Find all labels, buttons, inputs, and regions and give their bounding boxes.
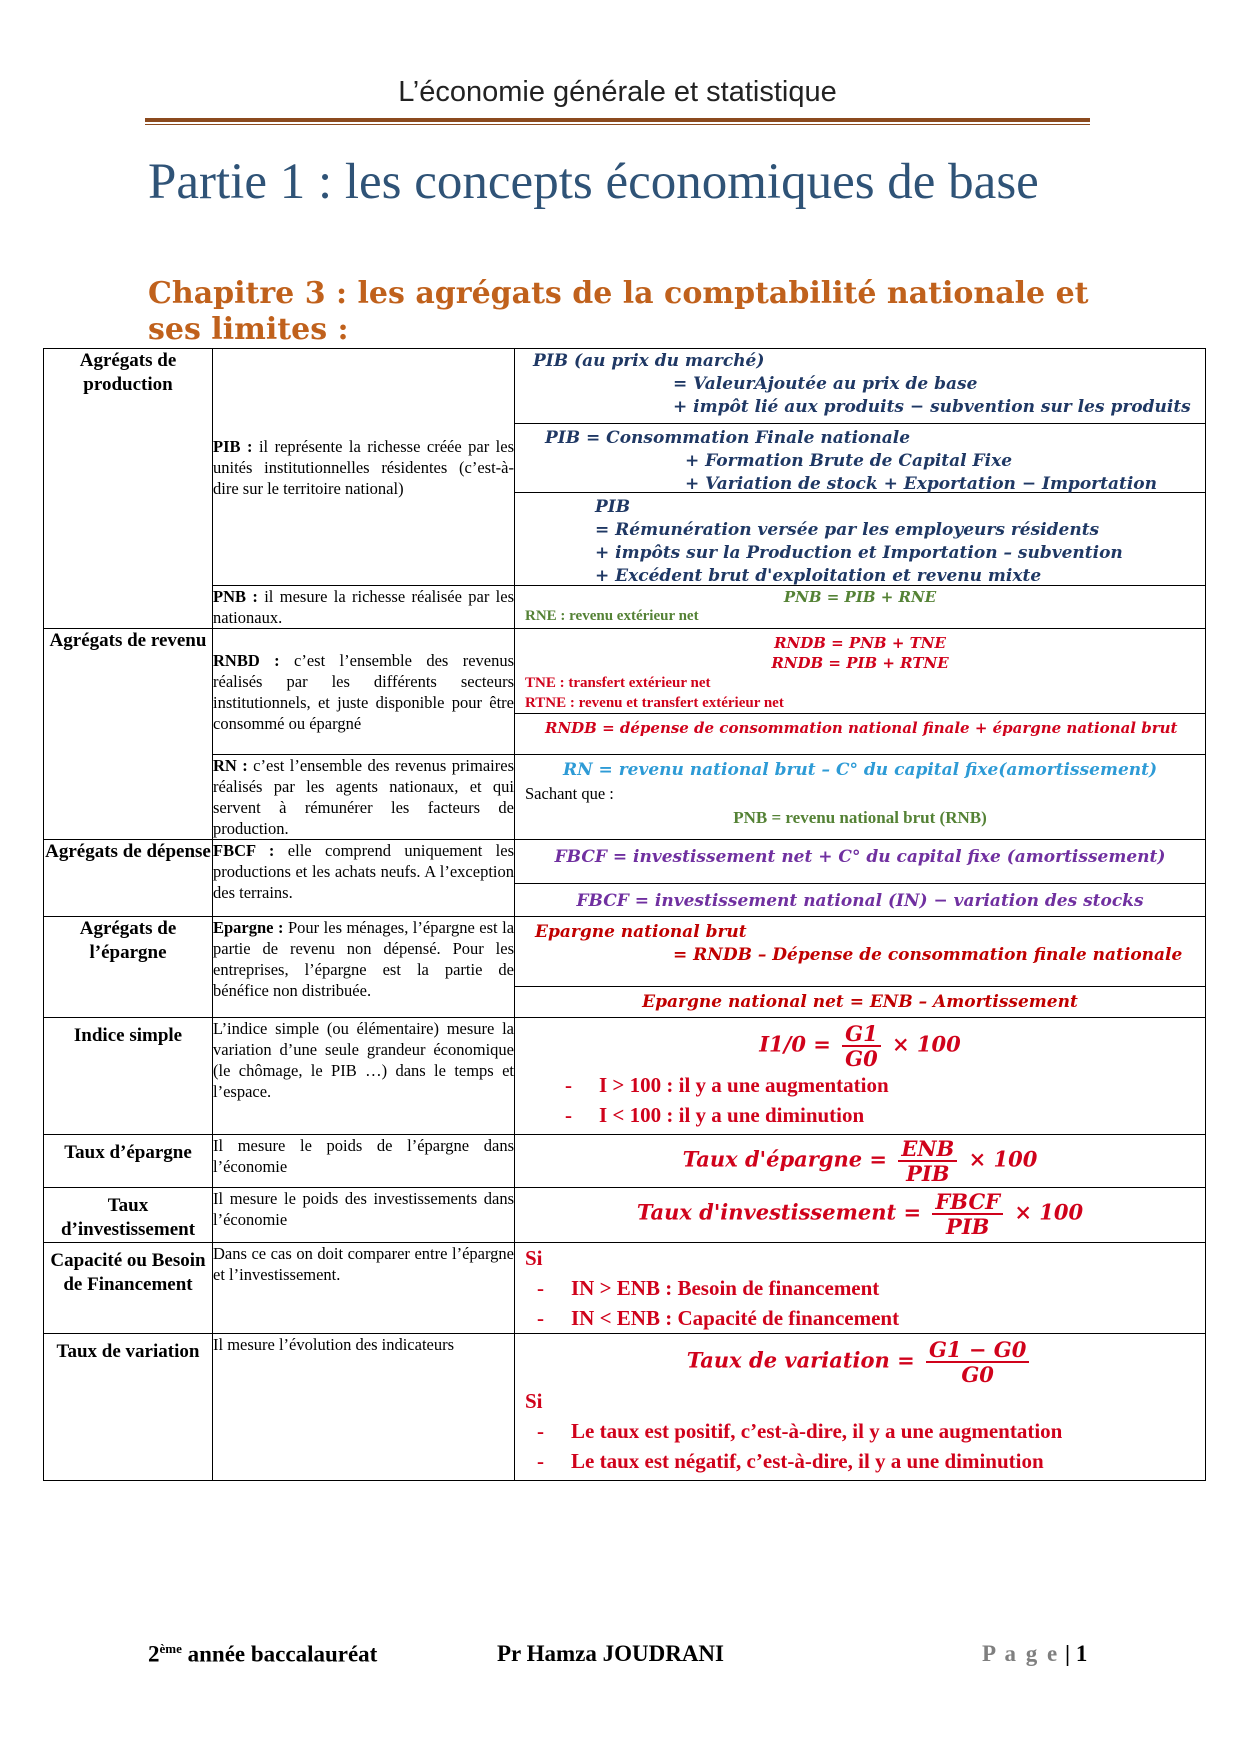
list-item: - IN < ENB : Capacité de financement	[537, 1306, 900, 1330]
si-label: Si	[525, 1246, 543, 1270]
taux-epargne-formula: Taux d'épargne = $\frac{\text{ENB}}{\text{PIB}}$ × 100	[515, 1135, 1206, 1188]
chapter-title: Chapitre 3 : les agrégats de la comptabilité nationale et ses limites :	[148, 276, 1089, 347]
rtne-note: RTNE : revenu et transfert extérieur net	[525, 695, 784, 711]
table-row	[44, 755, 1206, 840]
footer-author: Pr Hamza JOUDRANI	[497, 1641, 724, 1666]
indice-equation: I1/0 = $\frac{G1}{G0}$ × 100	[759, 1021, 961, 1071]
indice-formula	[515, 1018, 1206, 1135]
pib-formula-3: PIB = Rémunération versée par les employeurs résidents + impôts sur la Production et Importation – subvention + Excédent brut d'exploitation et revenu mixte	[595, 497, 1123, 586]
variation-rules	[515, 1334, 1206, 1481]
pib-formula-2: PIB = Consommation Finale nationale + Formation Brute de Capital Fixe + Variation de stock + Exportation − Importation	[515, 424, 1205, 493]
epargne-formula-2: Epargne national net = ENB – Amortissement	[642, 992, 1078, 1012]
category-taux-investissement: Taux d’investissement	[44, 1188, 213, 1243]
variation-equation: Taux de variation = $\frac{G1 - G0}{G0}$	[525, 1338, 1195, 1386]
pib-def: il représente la richesse créée par les unités institutionnelles résidentes (c’est-à-dire sur le territoire national)	[213, 436, 515, 498]
fbcf-formula-2: FBCF = investissement national (IN) − variation des stocks	[576, 891, 1144, 911]
fraction: $\frac{G1 - G0}{G0}$	[926, 1338, 1029, 1386]
header-rule-thin	[145, 124, 1090, 125]
fbcf-definition: FBCF : elle comprend uniquement les productions et les achats neufs. A l’exception des terrains.	[213, 840, 515, 917]
fbcf-term: FBCF :	[213, 841, 275, 860]
sachant-que: Sachant que :	[525, 784, 614, 803]
category-depense: Agrégats de dépense	[44, 840, 213, 917]
tne-note: TNE : transfert extérieur net	[525, 675, 711, 691]
list-item: - Le taux est négatif, c’est-à-dire, il y a une diminution	[537, 1449, 1044, 1473]
footer-page: P a g e | 1	[982, 1641, 1088, 1666]
taux-epargne-definition: Il mesure le poids de l’épargne dans l’économie	[213, 1135, 515, 1188]
category-capacite: Capacité ou Besoin de Financement	[44, 1243, 213, 1334]
capacite-definition: Dans ce cas on doit comparer entre l’épargne et l’investissement.	[213, 1243, 515, 1334]
category-indice: Indice simple	[44, 1018, 213, 1135]
category-revenu: Agrégats de revenu	[44, 629, 213, 840]
pib-term: PIB :	[213, 436, 253, 456]
table-row	[44, 1188, 1206, 1243]
fraction: $\frac{\text{FBCF}}{\text{PIB}}$	[932, 1190, 1003, 1238]
epargne-definition: Epargne : Pour les ménages, l’épargne est la partie de revenu non dépensé. Pour les entreprises, l’épargne est la partie de bénéfice non distribuée.	[213, 917, 515, 1018]
rndb-formula-2: RNDB = dépense de consommation national finale + épargne national brut	[545, 719, 1178, 737]
taux-investissement-formula: Taux d'investissement = $\frac{\text{FBCF}}{\text{PIB}}$ × 100	[515, 1188, 1206, 1243]
table-row	[44, 586, 1206, 629]
pnb-definition: PNB : il mesure la richesse réalisée par les nationaux.	[213, 587, 515, 627]
rnbd-term: RNBD :	[213, 650, 280, 670]
pnb-rnb-note: PNB = revenu national brut (RNB)	[733, 808, 987, 827]
table-row	[44, 349, 1206, 586]
table-row	[44, 917, 1206, 1018]
rnbd-definition: RNBD : c’est l’ensemble des revenus réalisés par les différents secteurs institutionnels, et juste disponible pour être consommé ou épargné	[213, 629, 515, 755]
fbcf-formula-1: FBCF = investissement net + C° du capital fixe (amortissement)	[515, 840, 1205, 884]
pnb-formula: PNB = PIB + RNE RNE : revenu extérieur net	[515, 586, 1206, 629]
indice-definition: L’indice simple (ou élémentaire) mesure la variation d’une seule grandeur économique (le chômage, le PIB …) dans le temps et l’espace.	[213, 1018, 515, 1135]
header-rule	[145, 118, 1090, 122]
category-taux-epargne: Taux d’épargne	[44, 1135, 213, 1188]
rn-definition: RN : c’est l’ensemble des revenus primaires réalisés par les agents nationaux, et qui servent à rémunérer les facteurs de production.	[213, 756, 515, 838]
list-item: - I < 100 : il y a une diminution	[565, 1103, 865, 1127]
pib-formula-1: PIB (au prix du marché) = ValeurAjoutée au prix de base + impôt lié aux produits − subvention sur les produits	[515, 349, 1205, 424]
epargne-formula-1: Epargne national brut = RNDB – Dépense de consommation finale nationale	[515, 917, 1205, 987]
rndb-formulas	[515, 629, 1206, 755]
variation-definition: Il mesure l’évolution des indicateurs	[213, 1334, 515, 1481]
document-header: L’économie générale et statistique	[398, 76, 837, 108]
footer-level: 2ème année baccalauréat	[148, 1641, 378, 1667]
table-row	[44, 1334, 1206, 1481]
rn-term: RN :	[213, 756, 248, 775]
category-production: Agrégats de production	[44, 349, 213, 629]
rndb-formula-1: RNDB = PNB + TNE RNDB = PIB + RTNE TNE : transfert extérieur net RTNE : revenu et transfert extérieur net	[515, 629, 1205, 714]
category-epargne: Agrégats de l’épargne	[44, 917, 213, 1018]
table-row	[44, 1243, 1206, 1334]
table-row	[44, 629, 1206, 755]
epargne-term: Epargne :	[213, 918, 284, 937]
fraction: $\frac{\text{ENB}}{\text{PIB}}$	[898, 1137, 957, 1185]
list-item: - IN > ENB : Besoin de financement	[537, 1276, 880, 1300]
fbcf-formulas	[515, 840, 1206, 917]
fraction: $\frac{G1}{G0}$	[842, 1022, 881, 1070]
si-label: Si	[525, 1389, 543, 1413]
aggregates-table	[43, 348, 1206, 1481]
epargne-formulas	[515, 917, 1206, 1018]
table-row	[44, 840, 1206, 917]
list-item: - Le taux est positif, c’est-à-dire, il y a une augmentation	[537, 1419, 1063, 1443]
list-item: - I > 100 : il y a une augmentation	[565, 1073, 889, 1097]
pib-definition	[213, 349, 515, 586]
pnb-term: PNB :	[213, 587, 258, 606]
pib-formulas	[515, 349, 1206, 586]
rne-note: RNE : revenu extérieur net	[525, 608, 699, 624]
table-row	[44, 1135, 1206, 1188]
part-title: Partie 1 : les concepts économiques de base	[148, 154, 1039, 210]
category-variation: Taux de variation	[44, 1334, 213, 1481]
taux-investissement-definition: Il mesure le poids des investissements dans l’économie	[213, 1188, 515, 1243]
table-row	[44, 1018, 1206, 1135]
capacite-rules	[515, 1243, 1206, 1334]
rn-formula: RN = revenu national brut – C° du capital fixe(amortissement) Sachant que : PNB = revenu national brut (RNB)	[515, 755, 1206, 840]
